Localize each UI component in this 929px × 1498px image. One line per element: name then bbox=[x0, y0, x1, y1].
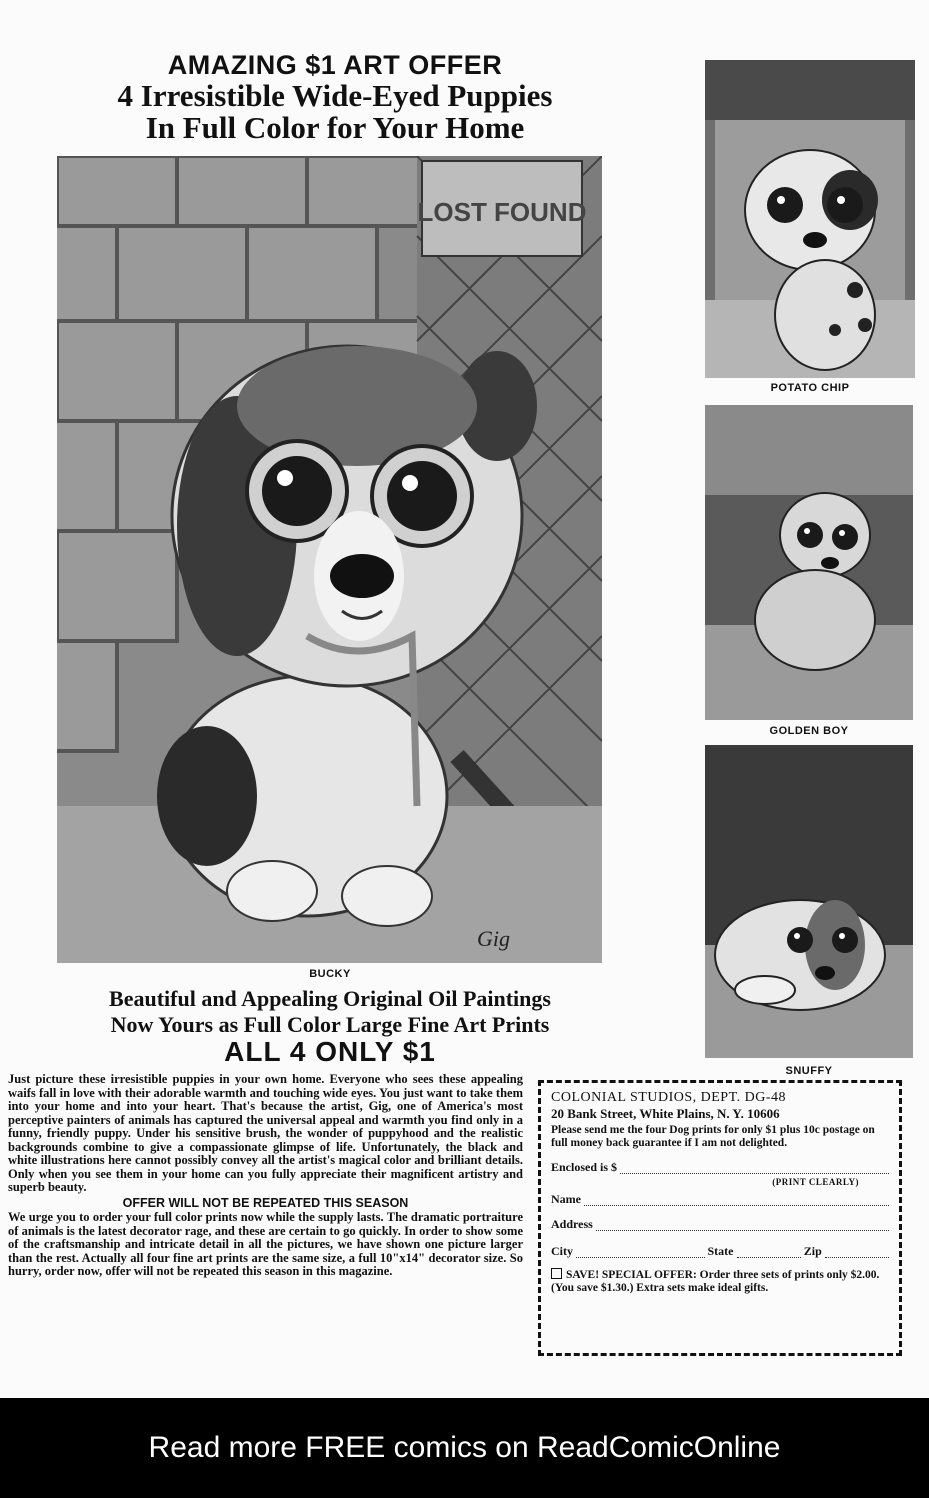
headline-title bbox=[40, 80, 630, 144]
offer-heading: OFFER WILL NOT BE REPEATED THIS SEASON bbox=[122, 1195, 409, 1210]
caption-golden-boy: GOLDEN BOY bbox=[769, 725, 849, 737]
name-label: Name bbox=[551, 1192, 581, 1206]
golden-boy-painting bbox=[705, 405, 913, 720]
price-headline: ALL 4 ONLY $1 bbox=[224, 1036, 436, 1067]
footer-text[interactable]: Read more FREE comics on ReadComicOnline bbox=[148, 1431, 781, 1464]
coupon-text: Please send me the four Dog prints for only $1 plus 10c postage on full money back guarantee if I am not delighted. bbox=[551, 1124, 875, 1149]
coupon-title: COLONIAL STUDIOS, DEPT. DG-48 bbox=[551, 1090, 786, 1105]
body-paragraph-2: We urge you to order your full color prints now while the supply lasts. The dramatic portraiture of animals is the latest decorator rage, and these are certain to go quickly. In order to show some of the craftsmanship and intricate detail in all the pictures, we have shown one picture larger than the rest. Actually all four fine art prints are the same size, a full 10"x14" decorator size. So hurry, order now, offer will not be repeated this season in this magazine. bbox=[8, 1210, 523, 1278]
name-line[interactable] bbox=[584, 1195, 889, 1206]
golden-boy-illustration bbox=[705, 405, 913, 720]
zip-line[interactable] bbox=[825, 1247, 889, 1258]
body-paragraph-1: Just picture these irresistible puppies in your own home. Everyone who sees these appealing waifs fall in love with their adorable warmth and touching wide eyes. You just want to take them into your home and into your heart. That's because the artist, Gig, one of America's most perceptive painters of animals has captured the universal appeal and warmth you find only in a funny, friendly puppy. Under his sensitive brush, the wonder of puppyhood and the realistic backgrounds combine to give a compassionate glimpse of life. Unfortunately, the black and white illustrations here cannot possibly convey all the artist's magical color and brilliant details. Only when you see them in your home can you fully appreciate their magnificent artistry and superb beauty. bbox=[8, 1072, 523, 1194]
state-line[interactable] bbox=[737, 1247, 801, 1258]
city-state-zip-row bbox=[551, 1245, 889, 1258]
address-label: Address bbox=[551, 1217, 593, 1231]
enclosed-line[interactable] bbox=[620, 1163, 889, 1174]
special-offer bbox=[551, 1268, 889, 1294]
subheadline-line2: Now Yours as Full Color Large Fine Art Prints bbox=[110, 1012, 550, 1037]
special-offer-checkbox[interactable] bbox=[551, 1268, 562, 1279]
print-clearly-note: (PRINT CLEARLY) bbox=[772, 1177, 859, 1187]
potato-chip-painting bbox=[705, 60, 915, 378]
artist-signature: Gig bbox=[477, 926, 510, 951]
sign-text: LOST FOUND bbox=[417, 197, 587, 227]
snuffy-painting bbox=[705, 745, 913, 1058]
headline-line3: In Full Color for Your Home bbox=[145, 110, 525, 145]
footer-banner bbox=[0, 1398, 929, 1498]
order-coupon bbox=[538, 1080, 902, 1356]
headline-offer: AMAZING $1 ART OFFER bbox=[167, 50, 503, 80]
caption-bucky: BUCKY bbox=[309, 968, 351, 980]
bucky-painting bbox=[57, 156, 602, 963]
state-label: State bbox=[707, 1244, 734, 1258]
address-field[interactable] bbox=[551, 1218, 889, 1231]
subheadline-line1: Beautiful and Appealing Original Oil Paintings bbox=[109, 986, 551, 1011]
caption-potato-chip: POTATO CHIP bbox=[770, 382, 850, 394]
headline-line2: 4 Irresistible Wide-Eyed Puppies bbox=[117, 78, 553, 113]
city-line[interactable] bbox=[576, 1247, 705, 1258]
snuffy-illustration bbox=[705, 745, 913, 1058]
enclosed-label: Enclosed is $ bbox=[551, 1160, 618, 1174]
potato-chip-illustration bbox=[705, 60, 915, 378]
name-field[interactable] bbox=[551, 1193, 889, 1206]
caption-snuffy: SNUFFY bbox=[785, 1065, 833, 1077]
bucky-illustration bbox=[57, 156, 602, 963]
subheadline bbox=[30, 986, 630, 1038]
body-copy bbox=[8, 1073, 523, 1279]
enclosed-field[interactable] bbox=[551, 1161, 889, 1174]
coupon-address: 20 Bank Street, White Plains, N. Y. 10606 bbox=[551, 1106, 780, 1121]
zip-label: Zip bbox=[803, 1244, 822, 1258]
city-label: City bbox=[551, 1244, 573, 1258]
address-line[interactable] bbox=[596, 1220, 889, 1231]
special-offer-text: SAVE! SPECIAL OFFER: Order three sets of prints only $2.00. (You save $1.30.) Extra sets make ideal gifts. bbox=[551, 1269, 880, 1294]
